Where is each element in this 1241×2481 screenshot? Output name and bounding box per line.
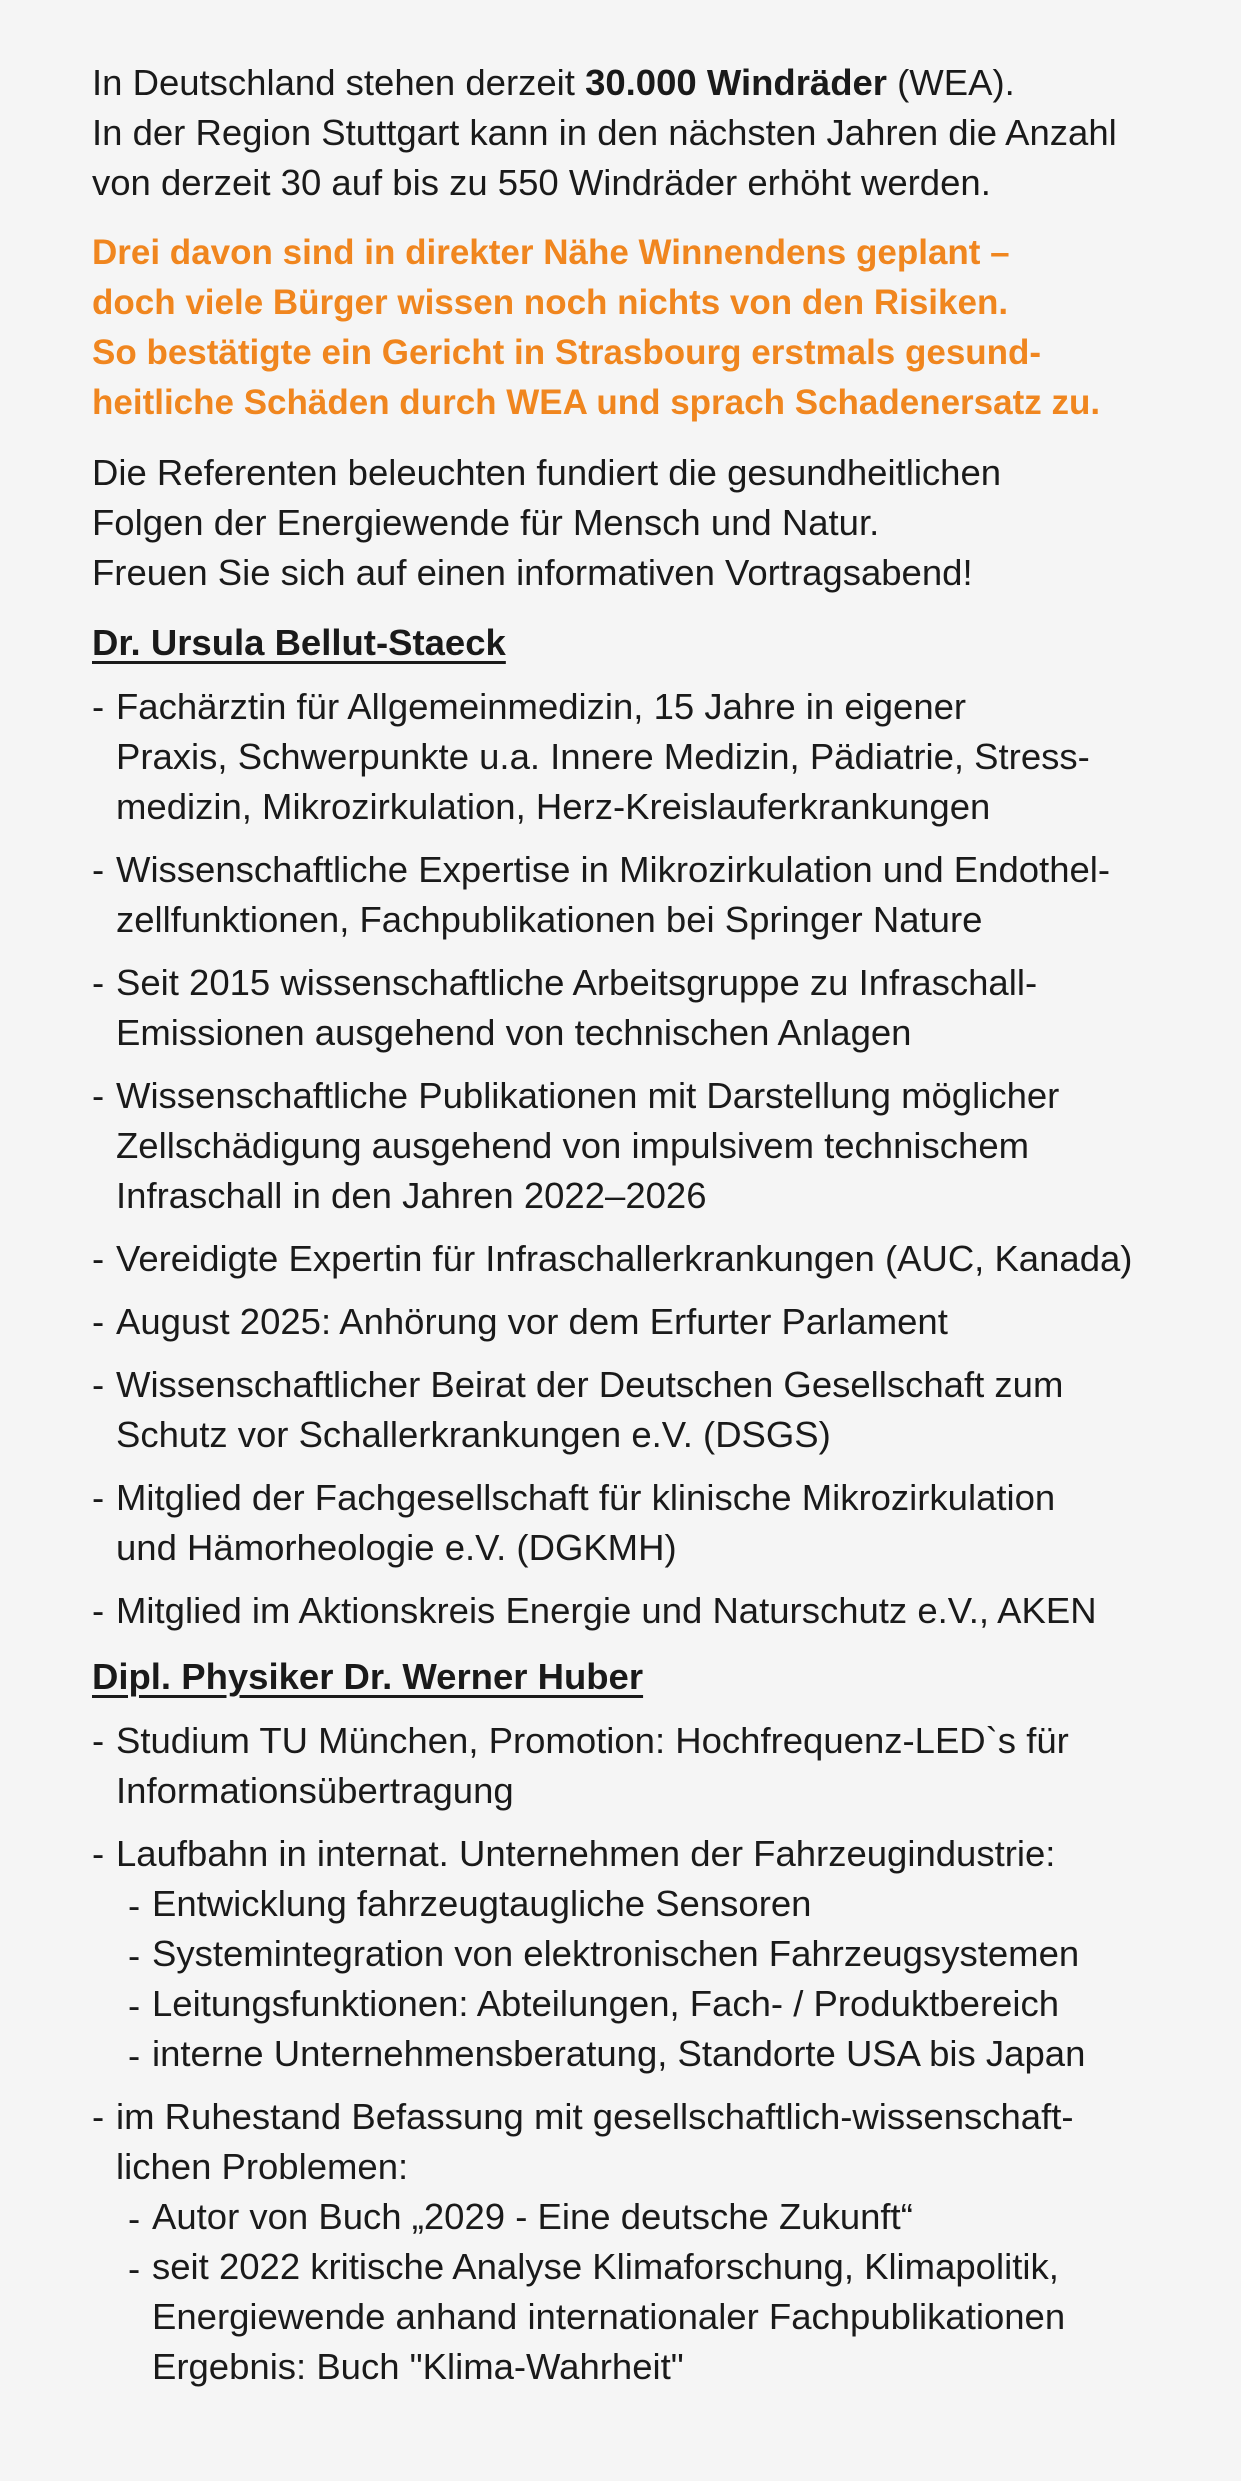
description-line: Folgen der Energiewende für Mensch und Natur. [92, 502, 880, 543]
list-item: - Wissenschaftlicher Beirat der Deutschen Gesellschaft zum Schutz vor Schallerkrankungen e.V. (DSGS) [92, 1360, 1181, 1460]
windraeder-count: 30.000 Windräder [585, 62, 888, 103]
highlight-line: doch viele Bürger wissen noch nichts von den Risiken. [92, 283, 1009, 322]
intro-paragraph [92, 58, 1181, 208]
list-item: - Fachärztin für Allgemeinmedizin, 15 Jahre in eigener Praxis, Schwerpunkte u.a. Innere Medizin, Pädiatrie, Stress- medizin, Mikrozirkulation, Herz-Kreislauferkrankungen [92, 682, 1181, 832]
list-item: - Wissenschaftliche Expertise in Mikrozirkulation und Endothel- zellfunktionen, Fachpublikationen bei Springer Nature [92, 845, 1181, 945]
bullet-dash: - [92, 849, 105, 890]
list-item: - Studium TU München, Promotion: Hochfrequenz-LED`s für Informationsübertragung [92, 1716, 1181, 1816]
speaker2-name: Dipl. Physiker Dr. Werner Huber [92, 1656, 644, 1697]
retirement-sublist [116, 2192, 1181, 2392]
description-line: Die Referenten beleuchten fundiert die gesundheitlichen [92, 452, 1002, 493]
list-item: - Mitglied im Aktionskreis Energie und Naturschutz e.V., AKEN [92, 1586, 1181, 1636]
bullet-dash: - [92, 1590, 105, 1631]
bullet-dash: - [92, 1075, 105, 1116]
bullet-dash: - [92, 1477, 105, 1518]
bullet-dash: - [92, 1238, 105, 1279]
bullet-dash: - [92, 1833, 105, 1874]
intro-line-3: von derzeit 30 auf bis zu 550 Windräder erhöht werden. [92, 162, 991, 203]
sub-list-item: - Leitungsfunktionen: Abteilungen, Fach- / Produktbereich [128, 1983, 1060, 2026]
intro-line-2: In der Region Stuttgart kann in den nächsten Jahren die Anzahl [92, 112, 1117, 153]
bullet-dash: - [92, 1301, 105, 1342]
intro-line-1: In Deutschland stehen derzeit 30.000 Windräder (WEA). [92, 62, 1015, 103]
sub-list-item: - Systemintegration von elektronischen Fahrzeugsystemen [128, 1933, 1080, 1976]
speaker1-credentials [92, 682, 1181, 1636]
list-item: - August 2025: Anhörung vor dem Erfurter Parlament [92, 1297, 1181, 1347]
sub-list-item: - Entwicklung fahrzeugtaugliche Sensoren [128, 1883, 812, 1926]
speaker2-credentials [92, 1716, 1181, 2392]
bullet-dash: - [92, 2096, 105, 2137]
description-paragraph [92, 448, 1181, 598]
highlight-paragraph [92, 228, 1181, 428]
list-item: - Seit 2015 wissenschaftliche Arbeitsgruppe zu Infraschall- Emissionen ausgehend von technischen Anlagen [92, 958, 1181, 1058]
description-line: Freuen Sie sich auf einen informativen Vortragsabend! [92, 552, 973, 593]
list-item: - Mitglied der Fachgesellschaft für klinische Mikrozirkulation und Hämorheologie e.V. (DGKMH) [92, 1473, 1181, 1573]
bullet-dash: - [92, 962, 105, 1003]
speaker1-name: Dr. Ursula Bellut-Staeck [92, 622, 506, 663]
sub-list-item: - seit 2022 kritische Analyse Klimaforschung, Klimapolitik, Energiewende anhand internationaler Fachpublikationen Ergebnis: Buch "Klima-Wahrheit" [128, 2246, 1066, 2387]
list-item: - im Ruhestand Befassung mit gesellschaftlich-wissenschaft- lichen Problemen: - Autor von Buch „2029 - Eine deutsche Zukunft“ - seit 2022 kritische Analyse Klimaforschung, Klimapolitik, Energiewende anhand internationaler Fachpublikationen Ergebnis: Buch "Klima-Wahrheit" [92, 2092, 1181, 2392]
highlight-line: So bestätigte ein Gericht in Strasbourg erstmals gesund- [92, 333, 1042, 372]
career-sublist [116, 1879, 1181, 2079]
sub-list-item: - Autor von Buch „2029 - Eine deutsche Zukunft“ [128, 2196, 913, 2239]
highlight-line: heitliche Schäden durch WEA und sprach Schadenersatz zu. [92, 383, 1101, 422]
sub-list-item: - interne Unternehmensberatung, Standorte USA bis Japan [128, 2033, 1086, 2076]
highlight-line: Drei davon sind in direkter Nähe Winnendens geplant – [92, 233, 1010, 272]
list-item: - Vereidigte Expertin für Infraschallerkrankungen (AUC, Kanada) [92, 1234, 1181, 1284]
bullet-dash: - [92, 1364, 105, 1405]
list-item: - Wissenschaftliche Publikationen mit Darstellung möglicher Zellschädigung ausgehend von impulsivem technischem Infraschall in den Jahren 2022–2026 [92, 1071, 1181, 1221]
list-item: - Laufbahn in internat. Unternehmen der Fahrzeugindustrie: - Entwicklung fahrzeugtaugliche Sensoren - Systemintegration von elektronischen Fahrzeugsystemen - Leitungsfunktionen: Abteilungen, Fach- / Produktbereich - interne Unternehmensberatung, Standorte USA bis Japan [92, 1829, 1181, 2079]
bullet-dash: - [92, 686, 105, 727]
bullet-dash: - [92, 1720, 105, 1761]
